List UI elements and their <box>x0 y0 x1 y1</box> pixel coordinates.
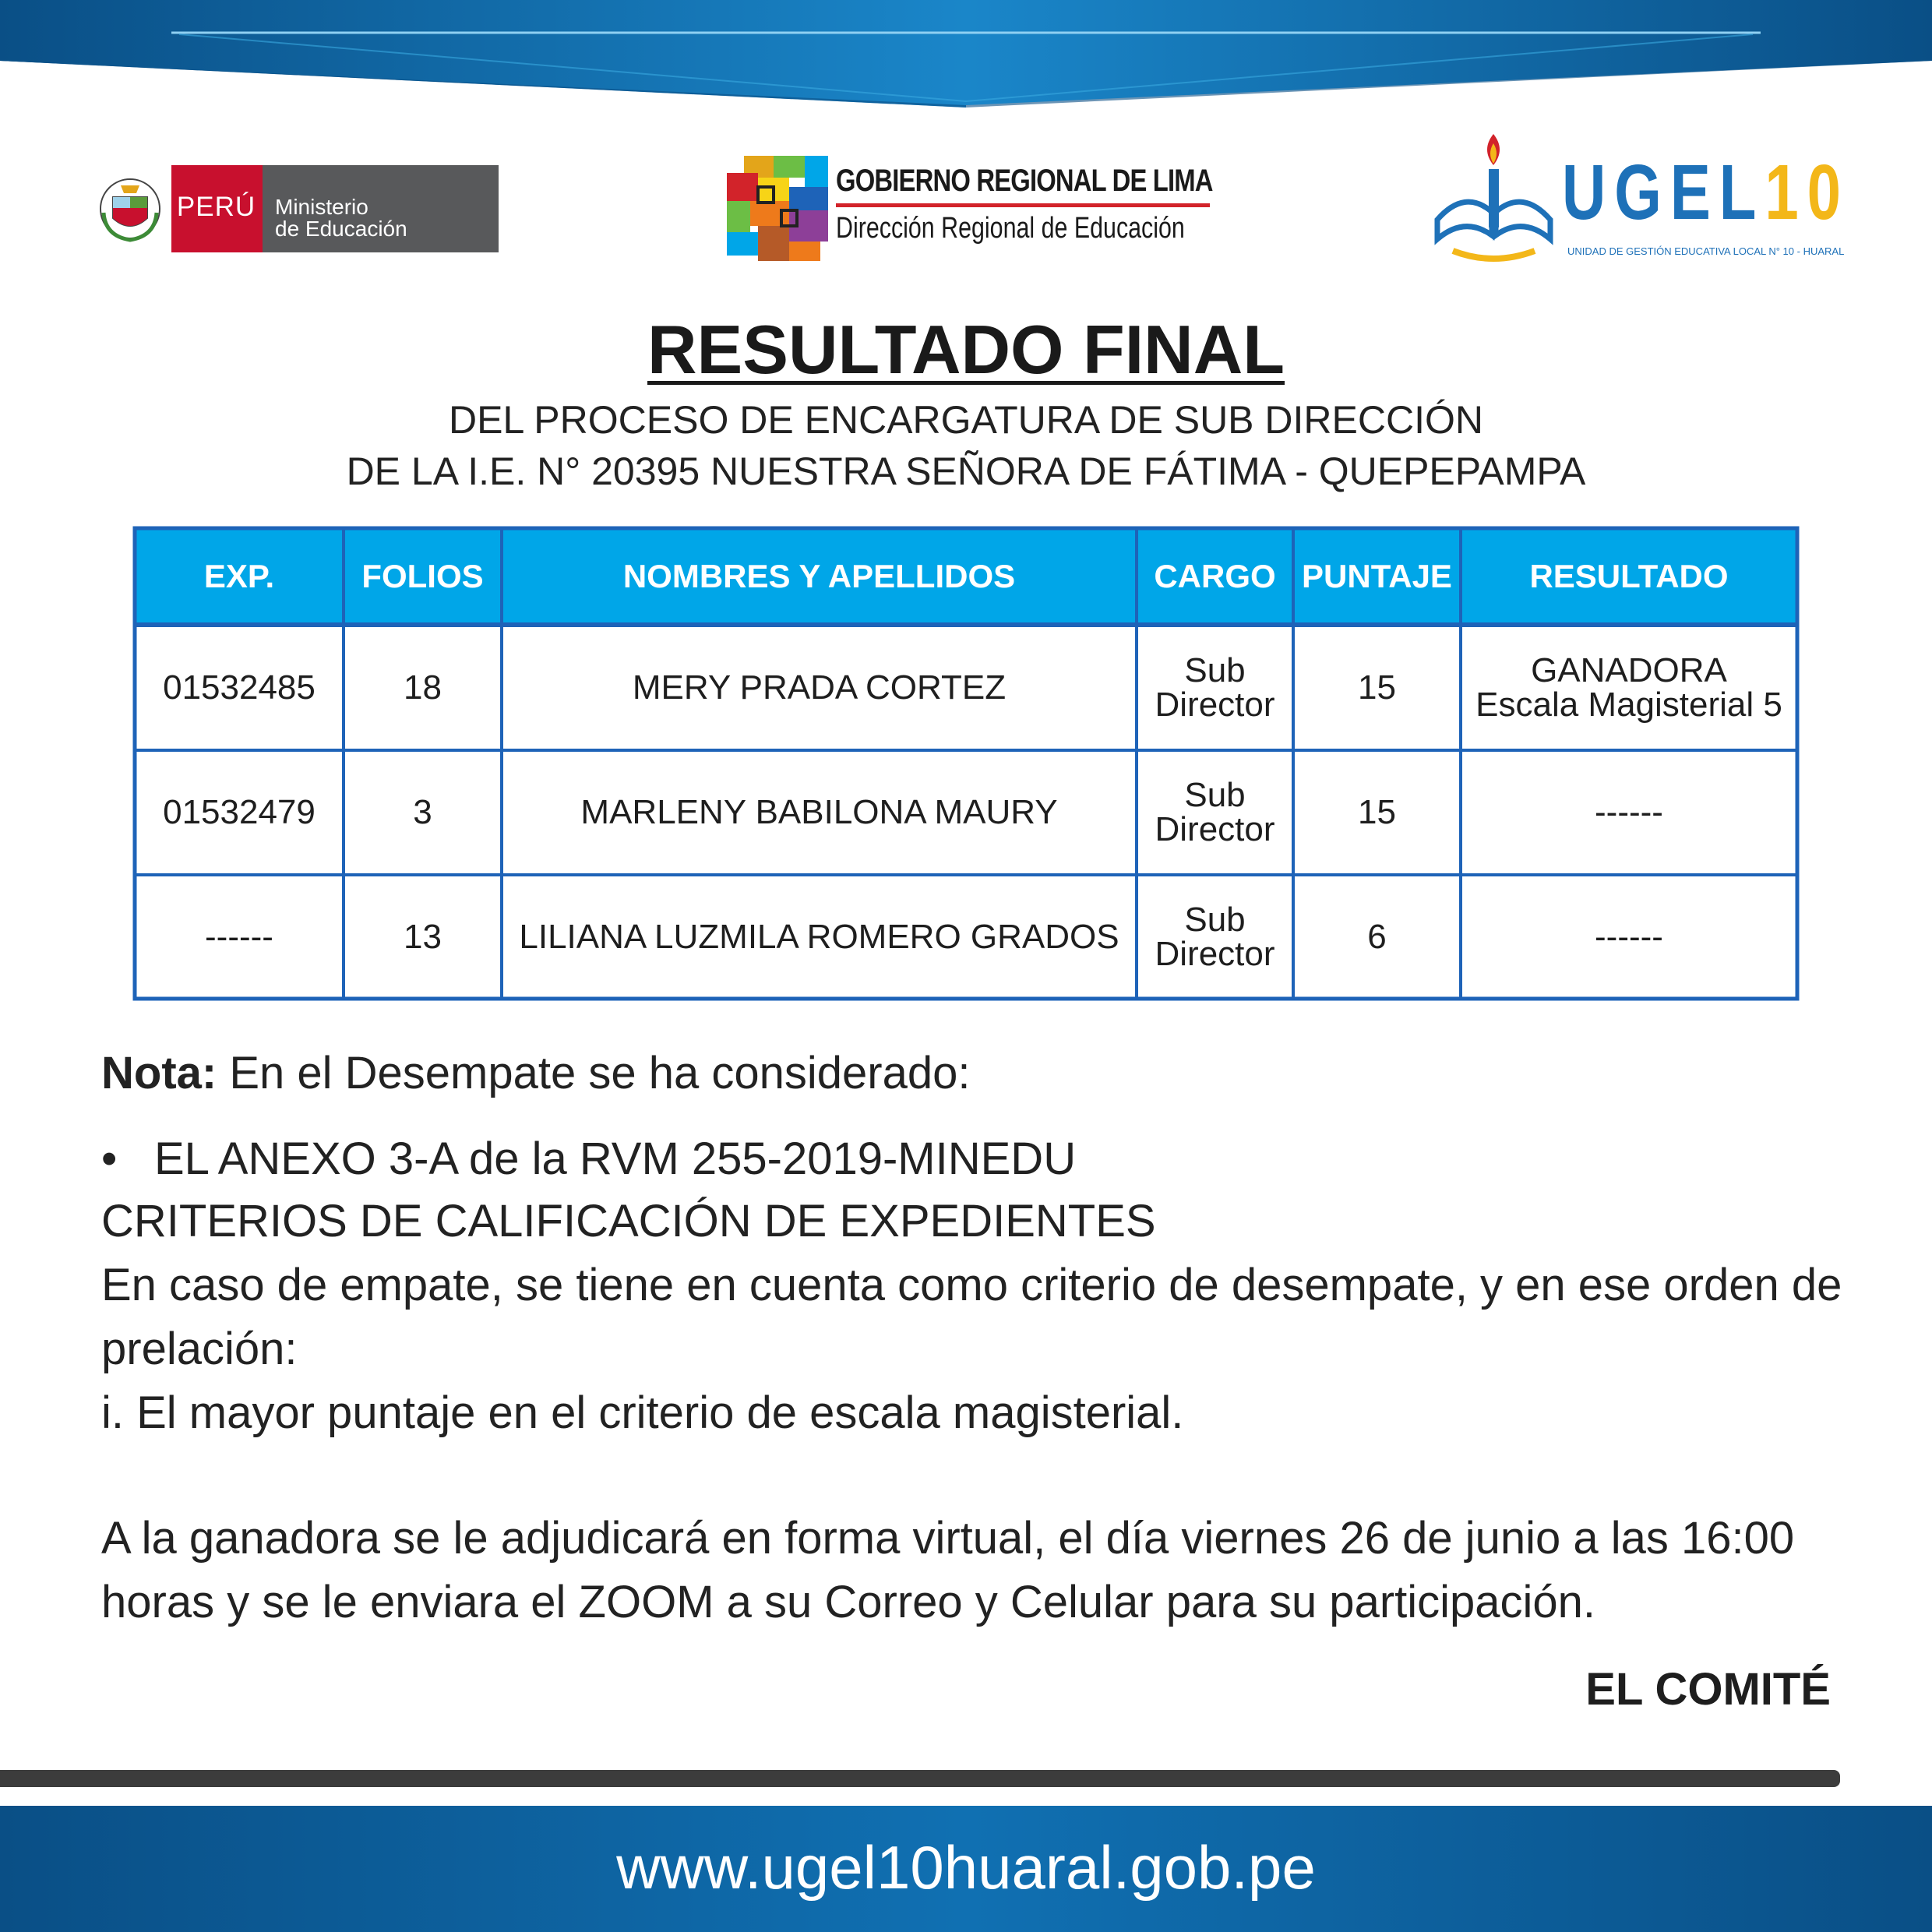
top-banner <box>0 0 1932 109</box>
row1-cargo-line2: Director <box>1155 685 1275 724</box>
header-folios: FOLIOS <box>361 558 484 594</box>
ugel-word: UGEL <box>1562 149 1765 236</box>
footer-url-link[interactable]: www.ugel10huaral.gob.pe <box>616 1833 1316 1902</box>
note-bullet-line <box>101 1133 1839 1184</box>
subtitle-line1: DEL PROCESO DE ENCARGATURA DE SUB DIRECCIÓN <box>448 398 1483 442</box>
ministerio-line1: Ministerio <box>275 195 368 219</box>
ugel-logo <box>1430 134 1866 266</box>
header-nombres: NOMBRES Y APELLIDOS <box>622 558 1016 594</box>
committee-signature: EL COMITÉ <box>1585 1664 1831 1715</box>
row1-cargo <box>1137 625 1293 750</box>
row2-exp: 01532479 <box>163 793 316 831</box>
note-intro <box>101 1050 1839 1097</box>
header-puntaje: PUNTAJE <box>1302 558 1452 594</box>
gore-mosaic-icon <box>727 156 828 261</box>
peru-coat-of-arms-icon <box>97 170 164 248</box>
row3-cargo-line1: Sub <box>1184 900 1246 939</box>
peru-label: PERÚ <box>176 192 256 222</box>
note-line2: prelación: <box>101 1324 298 1374</box>
award-line1: A la ganadora se le adjudicará en forma virtual, el día viernes 26 de junio a las 16:00 <box>101 1513 1795 1564</box>
row2-cargo <box>1137 750 1293 875</box>
row3-resultado <box>1461 875 1797 999</box>
note-bullet-text: EL ANEXO 3-A de la RVM 255-2019-MINEDU <box>154 1133 1077 1184</box>
row1-cargo-line1: Sub <box>1184 650 1246 689</box>
row1-folios: 18 <box>404 668 442 707</box>
note-line1: En caso de empate, se tiene en cuenta como criterio de desempate, y en ese orden de <box>101 1260 1842 1310</box>
row3-folios: 13 <box>404 917 442 956</box>
row2-cargo-line1: Sub <box>1184 776 1246 814</box>
ministerio-line2: de Educación <box>275 217 407 241</box>
gore-logo <box>727 156 1213 261</box>
results-table <box>132 526 1800 1001</box>
footer-rule <box>0 1770 1840 1787</box>
ugel-number: 10 <box>1765 149 1849 236</box>
subtitle-line2: DE LA I.E. N° 20395 NUESTRA SEÑORA DE FÁTIMA - QUEPEPAMPA <box>346 450 1586 493</box>
row1-resultado-line2: Escala Magisterial 5 <box>1475 685 1782 724</box>
ministerio-box <box>263 165 499 252</box>
gore-subtitle: Dirección Regional de Educación <box>836 212 1185 245</box>
row3-resultado-line1: ------ <box>1595 917 1663 956</box>
note-item: i. El mayor puntaje en el criterio de escala magisterial. <box>101 1387 1184 1438</box>
award-line2: horas y se le enviara el ZOOM a su Correo y Celular para su participación. <box>101 1577 1596 1627</box>
row3-name: LILIANA LUZMILA ROMERO GRADOS <box>519 917 1119 956</box>
ugel-book-torch-icon <box>1430 134 1558 266</box>
row1-exp: 01532485 <box>163 668 316 707</box>
row1-puntaje: 15 <box>1358 668 1396 707</box>
row1-name: MERY PRADA CORTEZ <box>632 668 1007 707</box>
gore-divider <box>836 203 1210 207</box>
header-resultado: RESULTADO <box>1529 558 1729 594</box>
row2-resultado-line1: ------ <box>1595 793 1663 831</box>
minedu-logo <box>97 165 499 252</box>
ugel-wordmark <box>1562 149 1849 236</box>
header-exp: EXP. <box>203 558 275 594</box>
page-title <box>0 310 1932 390</box>
row3-cargo <box>1137 875 1293 999</box>
bullet-icon: • <box>101 1133 118 1184</box>
row2-name: MARLENY BABILONA MAURY <box>580 793 1058 831</box>
gore-title: GOBIERNO REGIONAL DE LIMA <box>836 164 1213 198</box>
row1-resultado-line1: GANADORA <box>1531 650 1727 689</box>
row3-cargo-line2: Director <box>1155 934 1275 973</box>
note-label: Nota: <box>101 1048 217 1098</box>
row2-folios: 3 <box>413 793 432 831</box>
page-title-text: RESULTADO FINAL <box>647 311 1285 388</box>
row2-cargo-line2: Director <box>1155 810 1275 848</box>
row3-puntaje: 6 <box>1367 917 1387 956</box>
note-criteria: CRITERIOS DE CALIFICACIÓN DE EXPEDIENTES <box>101 1196 1156 1246</box>
header-cargo: CARGO <box>1154 558 1276 594</box>
row1-resultado <box>1461 625 1797 750</box>
ugel-tagline: UNIDAD DE GESTIÓN EDUCATIVA LOCAL N° 10 - HUARAL <box>1567 245 1845 257</box>
note-intro-text: En el Desempate se ha considerado: <box>229 1048 971 1098</box>
row2-puntaje: 15 <box>1358 793 1396 831</box>
row3-exp: ------ <box>205 917 273 956</box>
row2-resultado <box>1461 750 1797 875</box>
